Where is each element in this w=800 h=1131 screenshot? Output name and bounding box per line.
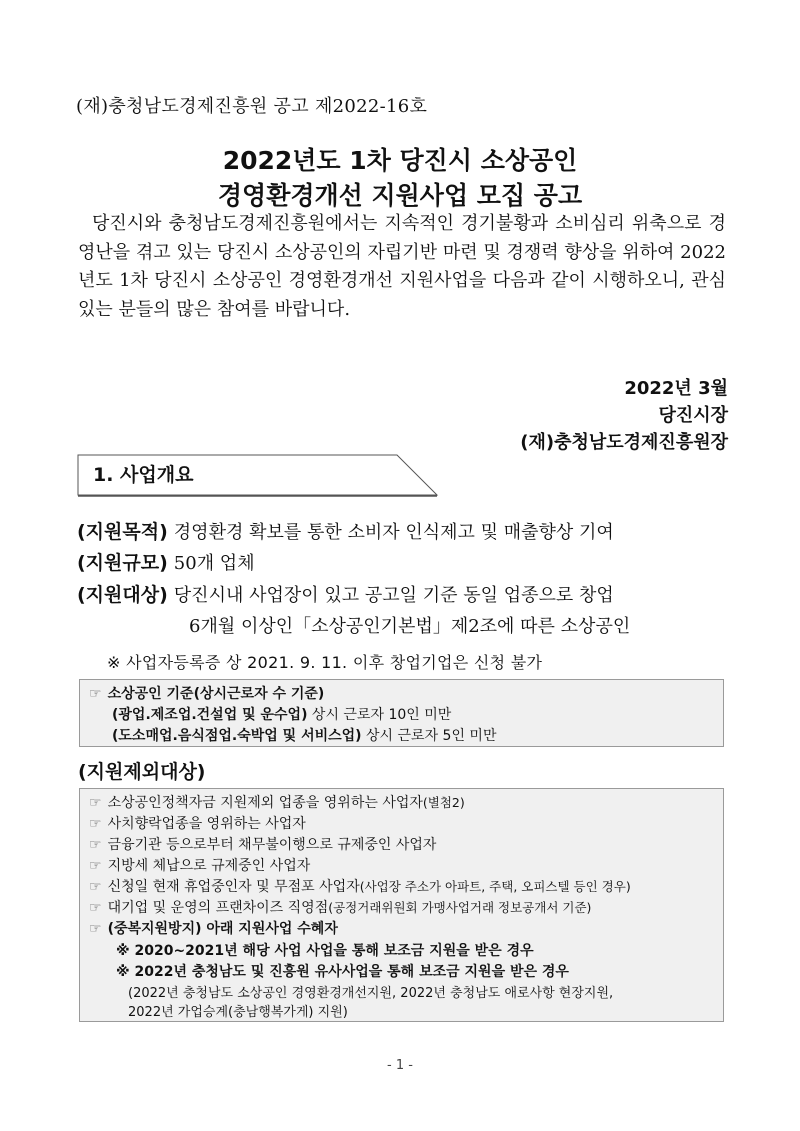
exclusion-title: (지원제외대상): [78, 761, 206, 783]
exclusion-item-note: (별첨2): [422, 795, 465, 810]
exclusion-item-note: (공정거래위원회 가맹사업거래 정보공개서 기준): [328, 900, 592, 915]
target-note: ※ 사업자등록증 상 2021. 9. 11. 이후 창업기업은 신청 불가: [107, 653, 543, 672]
pointing-hand-icon: ☞: [89, 921, 102, 937]
signatory-mayor: 당진시장: [658, 405, 728, 426]
support-target-value-cont: 6개월 이상인「소상공인기본법」제2조에 따른 소상공인: [189, 616, 631, 637]
exclusion-item: [89, 876, 631, 896]
pointing-hand-icon: ☞: [89, 837, 102, 853]
title-line-2: 경영환경개선 지원사업 모집 공고: [217, 181, 583, 210]
exclusion-item: [89, 792, 465, 812]
exclusion-item: [89, 897, 591, 917]
pointing-hand-icon: ☞: [89, 816, 102, 832]
exclusion-item-text: 대기업 및 운영의 프랜차이즈 직영점: [107, 900, 329, 916]
exclusion-item: [89, 813, 306, 833]
pointing-hand-icon: ☞: [89, 858, 102, 874]
pointing-hand-icon: ☞: [89, 900, 102, 916]
title-line-1: 2022년도 1차 당진시 소상공인: [222, 146, 578, 175]
exclusion-item-text: 사치향락업종을 영위하는 사업자: [107, 816, 306, 832]
pointing-hand-icon: ☞: [89, 879, 102, 895]
support-purpose-row: [77, 517, 614, 544]
exclusion-item-text: 지방세 체납으로 규제중인 사업자: [107, 858, 311, 874]
exclusion-item: [89, 834, 436, 854]
support-purpose-value: 경영환경 확보를 통한 소비자 인식제고 및 매출향상 기여: [173, 522, 614, 543]
duplicate-support-item-1: [116, 940, 534, 960]
support-purpose-label: (지원목적): [77, 521, 168, 543]
support-scale-row: [77, 548, 255, 575]
small-business-criteria-box: [79, 679, 724, 747]
duplicate-support-heading: (중복지원방지) 아래 지원사업 수혜자: [107, 921, 338, 937]
support-target-row: [77, 580, 614, 607]
criteria-heading: 소상공인 기준(상시근로자 수 기준): [107, 686, 325, 702]
intro-text: 당진시와 충청남도경제진흥원에서는 지속적인 경기불황과 소비심리 위축으로 경영난을 겪고 있는 당진시 소상공인의 자립기반 마련 및 경쟁력 향상을 위하여 2022년도 1차 당진시 소상공인 경영환경개선 지원사업을 다음과 같이 시행하오니, 관심 있는 분들의 많은 참여를 바랍니다.: [78, 213, 726, 320]
pointing-hand-icon: ☞: [89, 795, 102, 811]
criteria-limit-2: 상시 근로자 5인 미만: [361, 728, 497, 744]
support-scale-value: 50개 업체: [173, 553, 255, 574]
duplicate-support-detail-1: (2022년 충청남도 소상공인 경영환경개선지원, 2022년 충청남도 애로사항 현장지원,: [128, 986, 614, 1001]
criteria-heading-line: [89, 683, 324, 703]
notice-number: (재)충청남도경제진흥원 공고 제2022-16호: [76, 96, 428, 117]
criteria-line-2: [112, 725, 496, 745]
criteria-industry-2: (도소매업.음식점업.숙박업 및 서비스업): [112, 728, 362, 744]
exclusion-item-text: 신청일 현재 휴업중인자 및 무점포 사업자: [107, 879, 360, 895]
signatory-director: (재)충청남도경제진흥원장: [520, 432, 728, 453]
duplicate-support-item-2: [116, 961, 569, 981]
section-1-title: 1. 사업개요: [93, 464, 194, 486]
duplicate-support-heading-line: [89, 918, 338, 938]
criteria-line-1: [112, 704, 451, 724]
exclusion-item-text: 소상공인정책자금 지원제외 업종을 영위하는 사업자: [107, 795, 423, 811]
section-1-header: [77, 454, 437, 496]
intro-paragraph: [78, 210, 726, 324]
announcement-date: 2022년 3월: [624, 378, 728, 399]
support-target-value: 당진시내 사업장이 있고 공고일 기준 동일 업종으로 창업: [173, 585, 614, 606]
support-target-label: (지원대상): [77, 584, 168, 606]
exclusion-item-text: 금융기관 등으로부터 채무불이행으로 규제중인 사업자: [107, 837, 437, 853]
criteria-limit-1: 상시 근로자 10인 미만: [307, 707, 452, 723]
criteria-industry-1: (광업.제조업.건설업 및 운수업): [112, 707, 308, 723]
duplicate-support-detail-2: 2022년 가업승계(충남행복가게) 지원): [128, 1005, 348, 1020]
exclusion-box: [79, 788, 724, 1022]
duplicate-support-item-text: ※ 2020~2021년 해당 사업 사업을 통해 보조금 지원을 받은 경우: [116, 943, 534, 959]
pointing-hand-icon: ☞: [89, 686, 102, 702]
support-scale-label: (지원규모): [77, 552, 168, 574]
page-number: - 1 -: [387, 1058, 413, 1073]
exclusion-item-note: (사업장 주소가 아파트, 주택, 오피스텔 등인 경우): [359, 879, 631, 894]
exclusion-item: [89, 855, 310, 875]
duplicate-support-item-text: ※ 2022년 충청남도 및 진흥원 유사사업을 통해 보조금 지원을 받은 경우: [116, 964, 569, 980]
